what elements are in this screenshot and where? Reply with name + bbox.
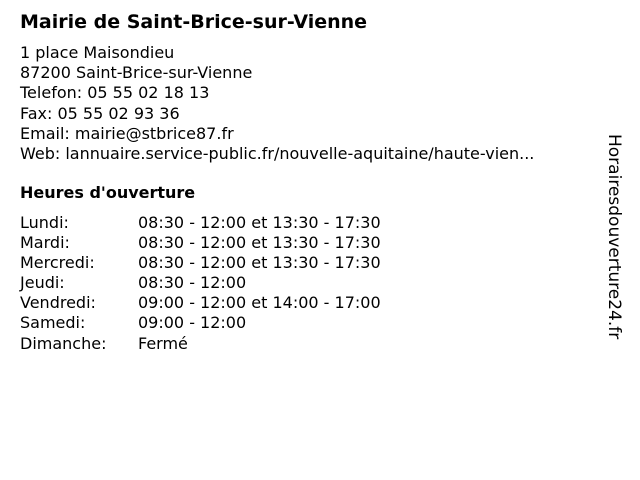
email-text: Email: mairie@stbrice87.fr bbox=[20, 123, 234, 143]
day-label: Mardi: bbox=[20, 233, 70, 253]
web-text: Web: lannuaire.service-public.fr/nouvelle-aquitaine/haute-vien... bbox=[20, 143, 535, 163]
hours-heading: Heures d'ouverture bbox=[20, 183, 196, 202]
day-label: Vendredi: bbox=[20, 293, 96, 313]
time-value: 08:30 - 12:00 et 13:30 - 17:30 bbox=[138, 233, 381, 253]
day-label: Samedi: bbox=[20, 313, 86, 333]
address-line-2: 87200 Saint-Brice-sur-Vienne bbox=[20, 63, 253, 83]
phone-text: Telefon: 05 55 02 18 13 bbox=[20, 83, 210, 103]
day-label: Jeudi: bbox=[20, 273, 65, 293]
address-line-1: 1 place Maisondieu bbox=[20, 43, 175, 62]
site-watermark: Horairesdouverture24.fr bbox=[604, 134, 624, 340]
fax-text: Fax: 05 55 02 93 36 bbox=[20, 103, 180, 123]
day-label: Mercredi: bbox=[20, 253, 95, 273]
contact-block bbox=[20, 43, 534, 164]
time-value: 08:30 - 12:00 et 13:30 - 17:30 bbox=[138, 213, 381, 232]
day-label: Lundi: bbox=[20, 213, 69, 232]
time-value: 08:30 - 12:00 bbox=[138, 273, 247, 293]
time-value: 09:00 - 12:00 bbox=[138, 313, 247, 333]
time-value: Fermé bbox=[138, 333, 188, 353]
time-value: 08:30 - 12:00 et 13:30 - 17:30 bbox=[138, 253, 381, 273]
page-title: Mairie de Saint-Brice-sur-Vienne bbox=[20, 11, 368, 33]
time-value: 09:00 - 12:00 et 14:00 - 17:00 bbox=[138, 293, 381, 313]
day-label: Dimanche: bbox=[20, 333, 107, 353]
